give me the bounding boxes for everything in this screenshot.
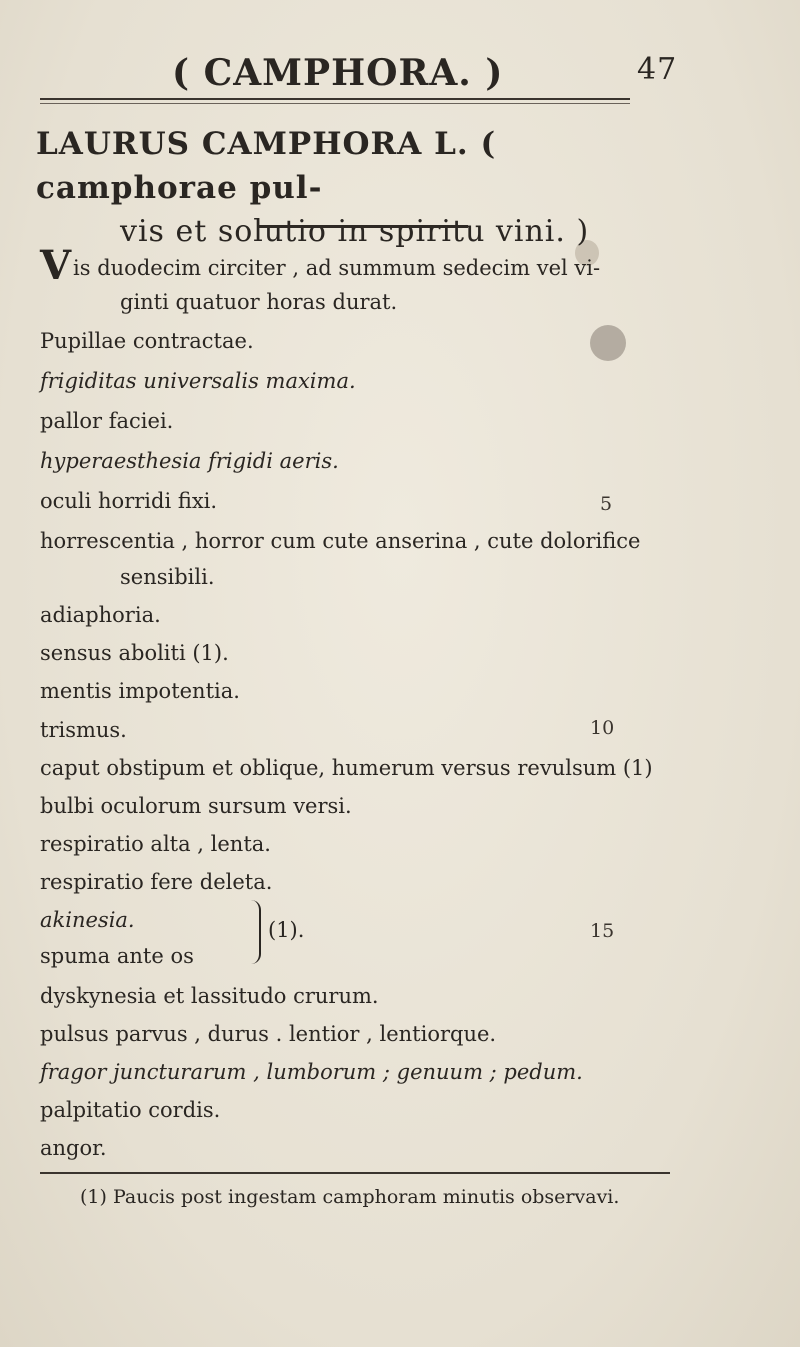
symptom-line: sensibili. <box>120 565 215 589</box>
intro-text: is duodecim circiter , ad summum sedecim vel vi- <box>73 256 601 280</box>
running-head <box>172 52 678 94</box>
symptom-line: respiratio fere deleta. <box>40 870 273 894</box>
symptom-line: Pupillae contractae. <box>40 329 254 353</box>
symptom-line: trismus. <box>40 718 127 742</box>
intro-continuation: ginti quatuor horas durat. <box>120 290 398 314</box>
margin-line-number: 15 <box>590 920 615 942</box>
symptom-line: frigiditas universalis maxima. <box>40 369 356 393</box>
symptom-line: horrescentia , horror cum cute anserina , cute dolorifice <box>40 529 641 553</box>
symptom-line: fragor juncturarum , lumborum ; genuum ; pedum. <box>40 1060 583 1084</box>
symptom-line: bulbi oculorum sursum versi. <box>40 794 352 818</box>
symptom-line: dyskynesia et lassitudo crurum. <box>40 984 379 1008</box>
symptom-line: caput obstipum et oblique, humerum versus revulsum (1) <box>40 756 653 780</box>
title-line-1: LAURUS CAMPHORA L. ( camphorae pul- <box>36 126 497 206</box>
margin-line-number: 5 <box>600 493 613 515</box>
symptom-line: angor. <box>40 1136 107 1160</box>
header-rule-thin <box>40 103 630 104</box>
symptom-line: respiratio alta , lenta. <box>40 832 271 856</box>
footnote-rule <box>40 1172 670 1174</box>
symptom-line: hyperaesthesia frigidi aeris. <box>40 449 339 473</box>
symptom-line: oculi horridi fixi. <box>40 489 218 513</box>
intro-line <box>40 242 601 289</box>
symptom-line: mentis impotentia. <box>40 679 240 703</box>
symptom-line: pallor faciei. <box>40 409 174 433</box>
margin-line-number: 10 <box>590 717 615 739</box>
title-rule <box>258 225 468 228</box>
symptom-line: adiaphoria. <box>40 603 161 627</box>
brace <box>245 900 261 964</box>
running-head-title: ( CAMPHORA. ) <box>172 52 504 94</box>
brace-note: (1). <box>268 918 305 942</box>
symptom-line: spuma ante os <box>40 944 194 968</box>
drop-cap: V <box>40 242 72 289</box>
symptom-line: pulsus parvus , durus . lentior , lentiorque. <box>40 1022 497 1046</box>
header-rule <box>40 98 630 100</box>
paper-stain <box>590 325 626 361</box>
page-number: 47 <box>637 52 678 87</box>
symptom-line: palpitatio cordis. <box>40 1098 221 1122</box>
title-line-2: vis et solutio in spiritu vini. ) <box>120 214 590 249</box>
footnote: (1) Paucis post ingestam camphoram minutis observavi. <box>80 1186 620 1208</box>
symptom-line: akinesia. <box>40 908 135 932</box>
symptom-line: sensus aboliti (1). <box>40 641 229 665</box>
section-title <box>36 122 656 254</box>
